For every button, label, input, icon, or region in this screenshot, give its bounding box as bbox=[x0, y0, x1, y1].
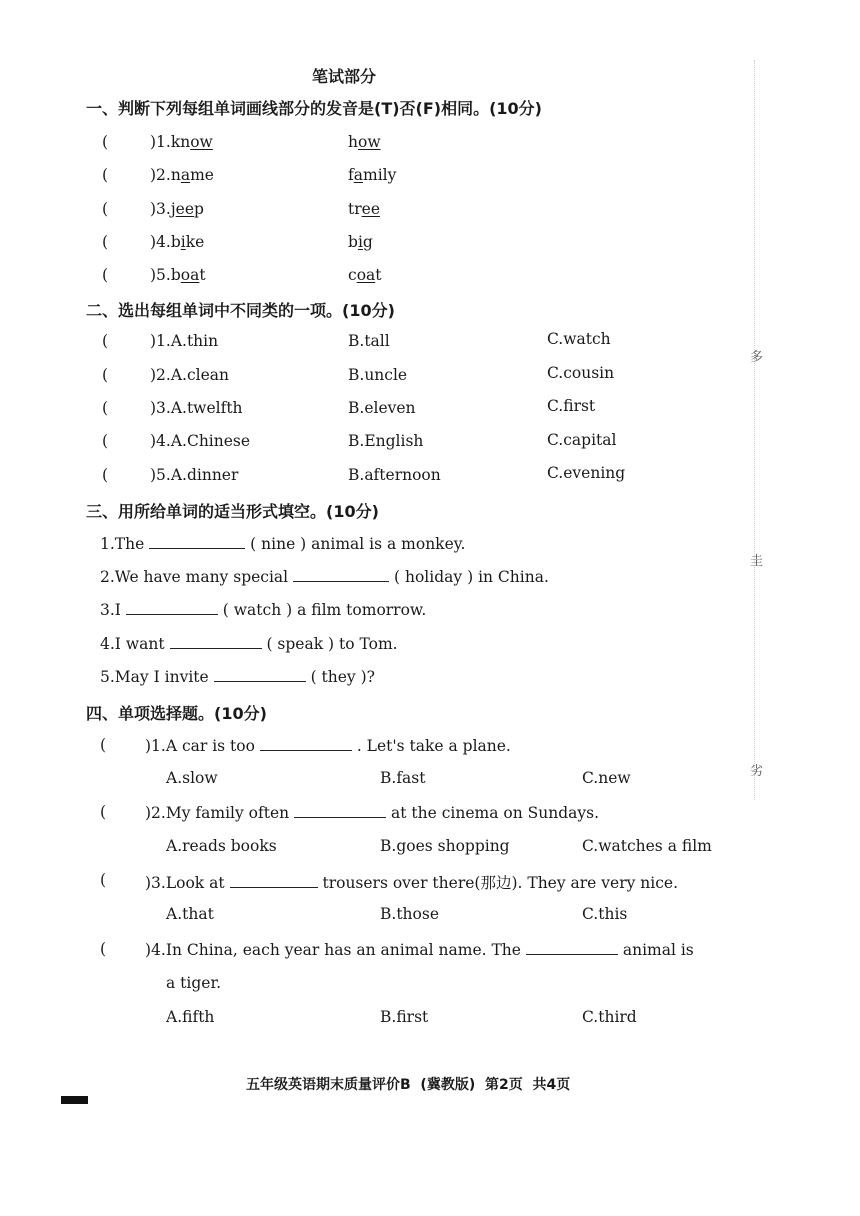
option-a: A.reads books bbox=[166, 837, 277, 855]
option-b: B.first bbox=[380, 1008, 429, 1026]
answer-paren: ( bbox=[102, 200, 109, 218]
answer-paren: ( bbox=[102, 133, 109, 151]
mc-question-2: )2.My family often at the cinema on Sundays. bbox=[145, 804, 599, 822]
answer-paren: ( bbox=[100, 871, 107, 889]
item-word-1: )4.bike bbox=[150, 233, 205, 251]
item-word-2: tree bbox=[348, 200, 380, 218]
answer-paren: ( bbox=[102, 432, 109, 450]
option-b: B.goes shopping bbox=[380, 837, 510, 855]
answer-blank[interactable] bbox=[149, 534, 245, 549]
option-a: )2.A.clean bbox=[150, 366, 229, 384]
item-word-2: family bbox=[348, 166, 397, 184]
fill-blank-question: 4.I want ( speak ) to Tom. bbox=[100, 635, 398, 653]
edge-glyph: 多 bbox=[750, 350, 764, 365]
option-b: B.uncle bbox=[348, 366, 408, 384]
option-c: C.watch bbox=[547, 330, 611, 348]
answer-blank[interactable] bbox=[294, 803, 386, 818]
answer-paren: ( bbox=[100, 940, 107, 958]
option-c: C.third bbox=[582, 1008, 637, 1026]
option-c: C.this bbox=[582, 905, 628, 923]
answer-blank[interactable] bbox=[293, 567, 389, 582]
option-c: C.evening bbox=[547, 464, 626, 482]
item-word-1: )2.name bbox=[150, 166, 214, 184]
item-word-2: coat bbox=[348, 266, 382, 284]
option-b: B.eleven bbox=[348, 399, 416, 417]
option-b: B.afternoon bbox=[348, 466, 441, 484]
option-c: C.new bbox=[582, 769, 631, 787]
answer-paren: ( bbox=[102, 366, 109, 384]
answer-paren: ( bbox=[102, 332, 109, 350]
item-word-1: )3.jeep bbox=[150, 200, 204, 218]
mc-question-4: )4.In China, each year has an animal name. The animal is bbox=[145, 941, 694, 959]
option-a: )5.A.dinner bbox=[150, 466, 239, 484]
page-title: 笔试部分 bbox=[312, 67, 377, 86]
option-a: A.that bbox=[166, 905, 214, 923]
fill-blank-question: 3.I ( watch ) a film tomorrow. bbox=[100, 601, 427, 619]
registration-mark bbox=[61, 1096, 88, 1104]
answer-paren: ( bbox=[102, 466, 109, 484]
fill-blank-question: 2.We have many special ( holiday ) in China. bbox=[100, 568, 549, 586]
answer-paren: ( bbox=[102, 166, 109, 184]
option-b: B.fast bbox=[380, 769, 426, 787]
item-word-2: how bbox=[348, 133, 381, 151]
section-3-heading: 三、用所给单词的适当形式填空。(10分) bbox=[86, 502, 379, 521]
answer-paren: ( bbox=[102, 266, 109, 284]
answer-blank[interactable] bbox=[230, 873, 318, 888]
page-edge-line bbox=[754, 60, 756, 800]
answer-blank[interactable] bbox=[126, 600, 218, 615]
answer-blank[interactable] bbox=[170, 634, 262, 649]
option-a: )1.A.thin bbox=[150, 332, 219, 350]
answer-blank[interactable] bbox=[260, 736, 352, 751]
mc-question-3: )3.Look at trousers over there(那边). They are very nice. bbox=[145, 874, 679, 892]
answer-paren: ( bbox=[102, 399, 109, 417]
edge-glyph: 圭 bbox=[750, 554, 764, 569]
option-b: B.tall bbox=[348, 332, 390, 350]
answer-paren: ( bbox=[100, 736, 107, 754]
option-a: A.slow bbox=[166, 769, 218, 787]
option-c: C.watches a film bbox=[582, 837, 712, 855]
section-4-heading: 四、单项选择题。(10分) bbox=[86, 704, 267, 723]
fill-blank-question: 5.May I invite ( they )? bbox=[100, 668, 375, 686]
answer-paren: ( bbox=[102, 233, 109, 251]
option-c: C.first bbox=[547, 397, 596, 415]
section-2-heading: 二、选出每组单词中不同类的一项。(10分) bbox=[86, 301, 395, 320]
option-c: C.capital bbox=[547, 431, 617, 449]
option-a: )4.A.Chinese bbox=[150, 432, 251, 450]
item-word-1: )5.boat bbox=[150, 266, 206, 284]
section-1-heading: 一、判断下列每组单词画线部分的发音是(T)否(F)相同。(10分) bbox=[86, 99, 542, 118]
answer-paren: ( bbox=[100, 803, 107, 821]
option-c: C.cousin bbox=[547, 364, 615, 382]
page-footer: 五年级英语期末质量评价B (冀教版) 第2页 共4页 bbox=[246, 1077, 571, 1093]
option-a: A.fifth bbox=[166, 1008, 215, 1026]
option-a: )3.A.twelfth bbox=[150, 399, 243, 417]
question-continuation: a tiger. bbox=[166, 974, 222, 992]
edge-glyph: 劣 bbox=[750, 764, 764, 779]
item-word-1: )1.know bbox=[150, 133, 213, 151]
item-word-2: big bbox=[348, 233, 373, 251]
fill-blank-question: 1.The ( nine ) animal is a monkey. bbox=[100, 535, 466, 553]
answer-blank[interactable] bbox=[526, 940, 618, 955]
answer-blank[interactable] bbox=[214, 667, 306, 682]
option-b: B.those bbox=[380, 905, 439, 923]
mc-question-1: )1.A car is too . Let's take a plane. bbox=[145, 737, 511, 755]
option-b: B.English bbox=[348, 432, 424, 450]
